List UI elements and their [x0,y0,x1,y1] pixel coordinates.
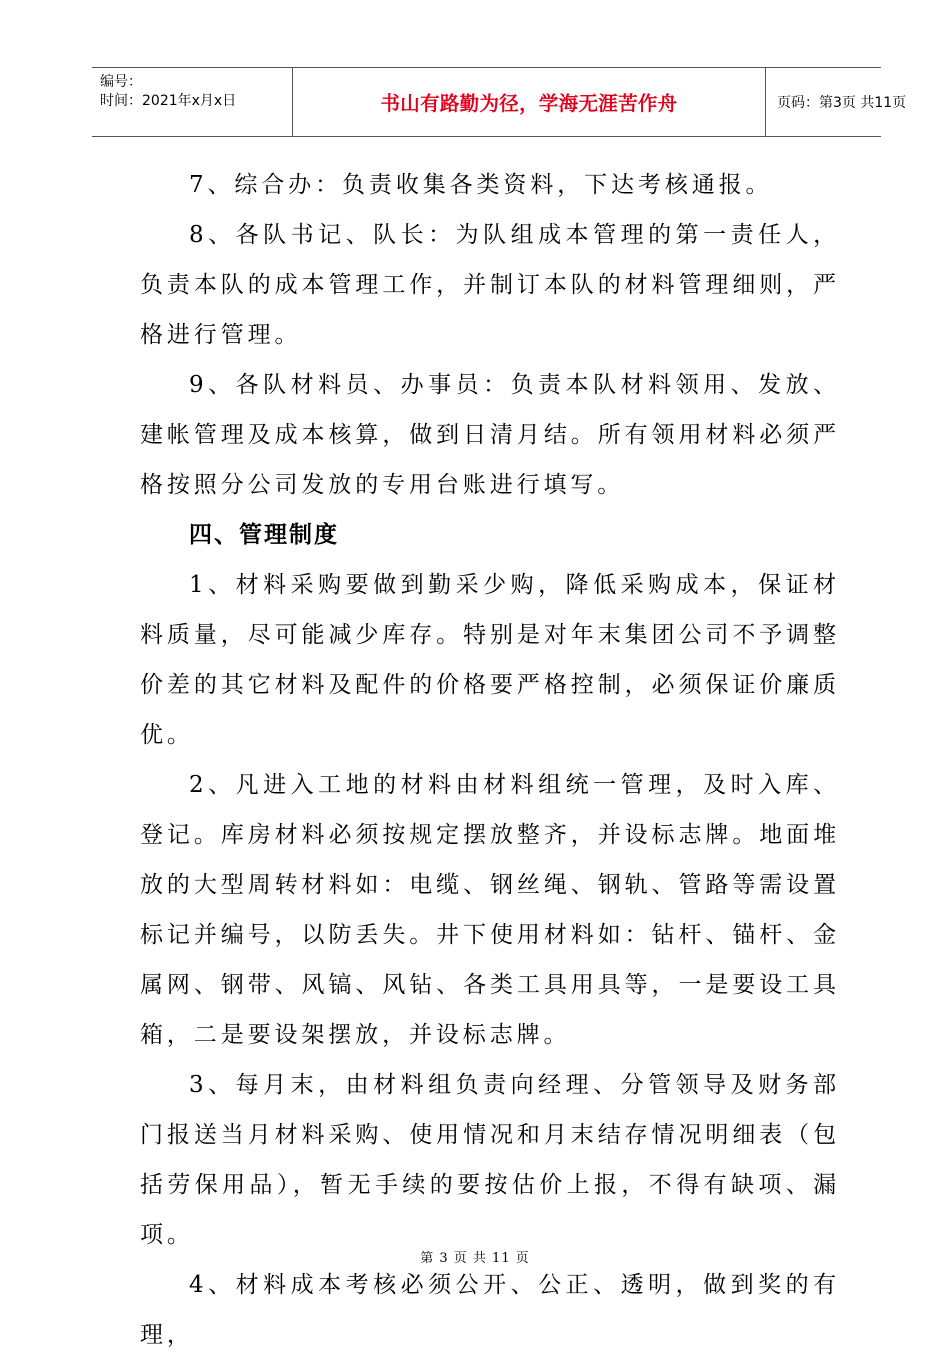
document-header [92,67,907,137]
document-number-label: 编号： [100,74,142,90]
paragraph-8: 8、各队书记、队长：为队组成本管理的第一责任人，负责本队的成本管理工作，并制订本队的材料管理细则，严格进行管理。 [140,222,840,348]
header-page-cell [765,68,907,136]
page-footer: 第 3 页 共 11 页 [420,1251,530,1266]
header-motto: 书山有路勤为径，学海无涯苦作舟 [380,92,678,115]
header-meta-cell [92,68,292,136]
rule-paragraph-1: 1、材料采购要做到勤采少购，降低采购成本，保证材料质量，尽可能减少库存。特别是对年末集团公司不予调整价差的其它材料及配件的价格要严格控制，必须保证价廉质优。 [140,572,840,748]
header-page-info: 页码：第3页 共11页 [777,95,907,111]
section-heading: 四、管理制度 [189,522,339,548]
rule-paragraph-2: 2、凡进入工地的材料由材料组统一管理，及时入库、登记。库房材料必须按规定摆放整齐，并设标志牌。地面堆放的大型周转材料如：电缆、钢丝绳、钢轨、管路等需设置标记并编号，以防丢失。井下使用材料如：钻杆、锚杆、金属网、钢带、风镐、风钻、各类工具用具等，一是要设工具箱，二是要设架摆放，并设标志牌。 [140,772,840,1048]
rule-paragraph-4: 4、材料成本考核必须公开、公正、透明，做到奖的有理， [140,1272,840,1348]
rule-paragraph-3: 3、每月末，由材料组负责向经理、分管领导及财务部门报送当月材料采购、使用情况和月末结存情况明细表（包括劳保用品），暂无手续的要按估价上报，不得有缺项、漏项。 [140,1072,840,1248]
paragraph-9: 9、各队材料员、办事员：负责本队材料领用、发放、建帐管理及成本核算，做到日清月结。所有领用材料必须严格按照分公司发放的专用台账进行填写。 [140,372,840,498]
header-motto-cell [292,68,766,136]
document-time-label: 时间：2021年x月x日 [100,93,237,109]
paragraph-7: 7、综合办：负责收集各类资料，下达考核通报。 [189,172,773,198]
document-body [140,160,840,1360]
